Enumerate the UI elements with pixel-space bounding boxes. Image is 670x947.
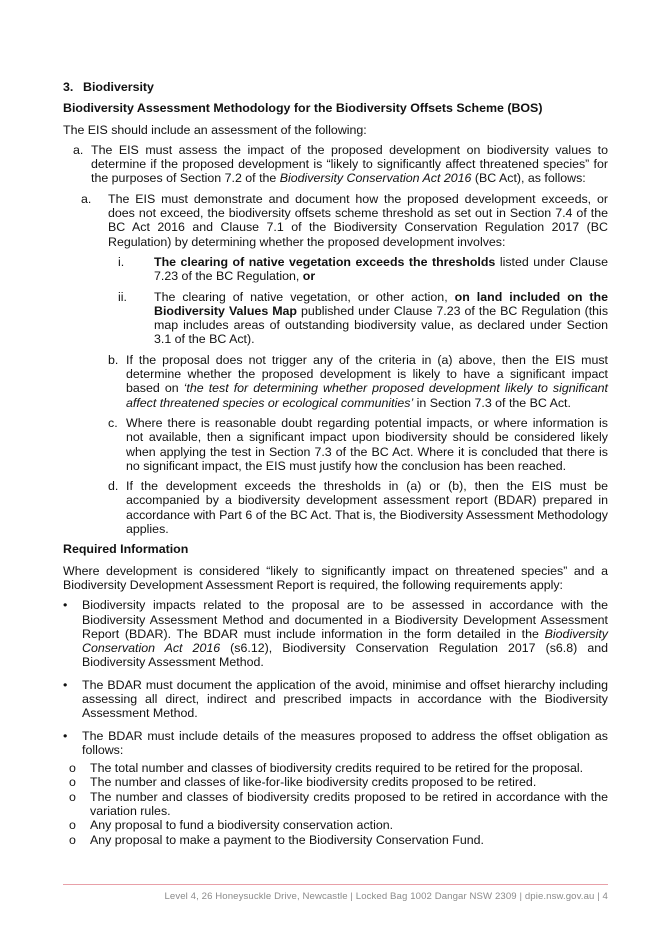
circle-bullet-icon: o xyxy=(69,789,76,804)
list-label: a. xyxy=(81,191,92,206)
text-run: published under Clause 7.23 of the BC Regulation (this map includes areas of outstanding biodiversity value, as declared under Section 3.1 of the BC Act). xyxy=(154,303,609,347)
italic-run: ‘the test for determining whether proposed development likely to significant affect threatened species or ecological communities’ xyxy=(126,381,608,410)
list-text xyxy=(126,353,608,410)
bullet-text: The BDAR must include details of the measures proposed to address the offset obligation as follows: xyxy=(82,728,608,757)
text-run: listed under Clause 7.23 of the BC Regulation, xyxy=(154,254,608,284)
required-intro: Where development is considered “likely to significantly impact on threatened species” and a Biodiversity Development Assessment Report is required, the following requirements apply: xyxy=(63,563,608,592)
circle-bullet-icon: o xyxy=(69,761,76,776)
sub-list-item xyxy=(69,775,608,789)
sub-list-item xyxy=(69,761,608,775)
sub-list-text: The number and classes of like-for-like biodiversity credits proposed to be retired. xyxy=(90,775,537,790)
text-run: The EIS must assess the impact of the proposed development on biodiversity values to determine if the proposed development is “likely to significantly affect threatened species” for the purposes of Section 7.2 of the xyxy=(91,142,608,186)
text-run: in Section 7.3 of the BC Act. xyxy=(413,395,571,410)
bold-run: The clearing of native vegetation exceeds the thresholds xyxy=(154,254,496,269)
text-run: (BC Act), as follows: xyxy=(471,171,586,186)
sub-list-text: The number and classes of biodiversity credits proposed to be retired in accordance with the variation rules. xyxy=(90,789,608,819)
section-heading xyxy=(63,80,608,94)
circle-bullet-icon: o xyxy=(69,832,76,847)
sub-list-text: The total number and classes of biodiversity credits required to be retired for the proposal. xyxy=(90,761,584,776)
list-text: If the development exceeds the thresholds in (a) or (b), then the EIS must be accompanied by a biodiversity development assessment report (BDAR) prepared in accordance with Part 6 of the BC Act. That is, the Biodiversity Assessment Methodology applies. xyxy=(126,479,608,537)
bold-run: or xyxy=(302,269,316,284)
bullet-item xyxy=(63,729,608,758)
sub-list-item xyxy=(69,790,608,819)
intro-paragraph: The EIS should include an assessment of the following: xyxy=(63,122,367,137)
bold-run: on land included on the Biodiversity Values Map xyxy=(154,289,608,318)
bullet-item xyxy=(63,678,608,721)
section-subtitle: Biodiversity Assessment Methodology for the Biodiversity Offsets Scheme (BOS) xyxy=(63,101,543,116)
list-text xyxy=(154,290,608,347)
list-label: b. xyxy=(108,352,119,367)
text-run: (s6.12), Biodiversity Conservation Regulation 2017 (s6.8) and Biodiversity Assessment Method. xyxy=(82,641,608,670)
page-footer: Level 4, 26 Honeysuckle Drive, Newcastle | Locked Bag 1002 Dangar NSW 2309 | dpie.nsw.gov.au | 4 xyxy=(63,884,608,902)
section-title: Biodiversity xyxy=(83,80,154,94)
list-label: ii. xyxy=(118,289,127,304)
list-item-b xyxy=(63,353,608,410)
list-text: Where there is reasonable doubt regarding potential impacts, or where information is not available, then a significant impact upon biodiversity should be considered likely when applying the test in Section 7.3 of the BC Act. Where it is concluded that there is no significant impact, the EIS must justify how the conclusion has been reached. xyxy=(126,415,608,473)
sub-list-item xyxy=(69,833,608,847)
sub-list-item xyxy=(69,818,608,832)
bullet-icon: • xyxy=(63,677,68,692)
list-text xyxy=(91,143,608,186)
sub-list-text: Any proposal to make a payment to the Biodiversity Conservation Fund. xyxy=(90,832,484,847)
circle-bullet-icon: o xyxy=(69,775,76,790)
section-number: 3. xyxy=(63,80,74,94)
list-item-d xyxy=(63,479,608,536)
bullet-icon: • xyxy=(63,598,68,613)
bullet-text: The BDAR must document the application of the avoid, minimise and offset hierarchy including assessing all direct, indirect and prescribed impacts in accordance with the Biodiversity Assessment Method. xyxy=(82,677,608,721)
list-label: d. xyxy=(108,479,119,494)
circle-bullet-icon: o xyxy=(69,818,76,833)
bullet-text xyxy=(82,598,608,669)
text-run: If the proposal does not trigger any of the criteria in (a) above, then the EIS must determine whether the proposed development is likely to have a significant impact based on xyxy=(126,352,608,396)
list-item-i xyxy=(63,255,608,284)
sub-list-text: Any proposal to fund a biodiversity conservation action. xyxy=(90,818,394,833)
list-item-c xyxy=(63,416,608,473)
italic-run: Biodiversity Conservation Act 2016 xyxy=(82,626,608,656)
list-label: i. xyxy=(118,254,125,269)
bullet-item xyxy=(63,598,608,669)
text-run: Biodiversity impacts related to the proposal are to be assessed in accordance with the Biodiversity Assessment Method and documented in a Biodiversity Development Assessment Report (BDAR). The BDAR must include information in the form detailed in the xyxy=(82,598,608,641)
list-text: The EIS must demonstrate and document how the proposed development exceeds, or does not exceed, the biodiversity offsets scheme threshold as set out in Section 7.4 of the BC Act 2016 and Clause 7.1 of the Biodiversity Conservation Regulation 2017 (BC Regulation) by determining whether the proposed development involves: xyxy=(108,191,608,249)
list-label: a. xyxy=(73,142,84,157)
bullet-icon: • xyxy=(63,728,68,743)
text-run: The clearing of native vegetation, or other action, xyxy=(154,289,455,304)
list-item-a-sub xyxy=(63,192,608,249)
list-label: c. xyxy=(108,415,118,430)
document-body xyxy=(63,80,608,847)
list-item-ii xyxy=(63,290,608,347)
required-heading: Required Information xyxy=(63,542,189,557)
list-item-a xyxy=(63,143,608,186)
list-text xyxy=(154,255,608,284)
act-name: Biodiversity Conservation Act 2016 xyxy=(279,171,472,186)
